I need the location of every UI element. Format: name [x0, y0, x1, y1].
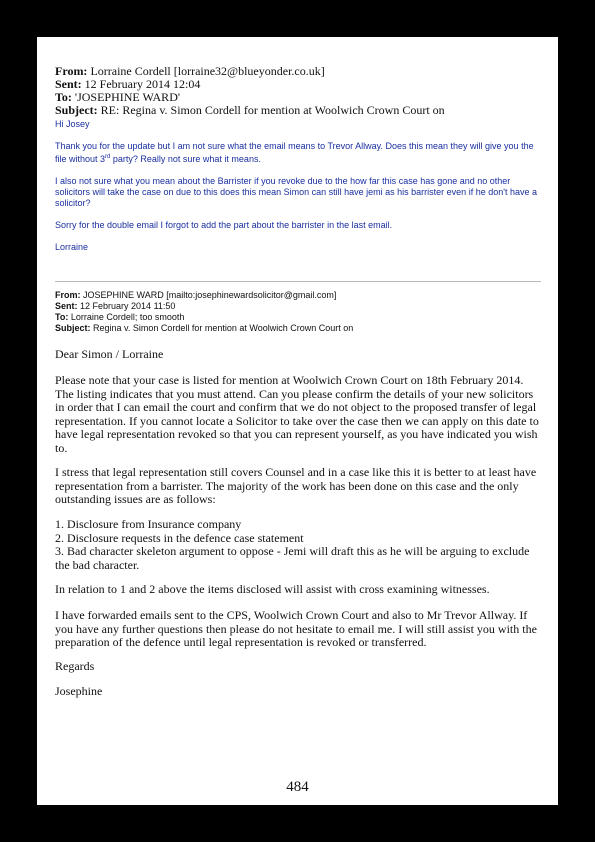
subject-line: Subject: Regina v. Simon Cordell for mention at Woolwich Crown Court on	[55, 323, 354, 333]
body-paragraph-2: I stress that legal representation still covers Counsel and in a case like this it is better to at least have representation from a barrister. The majority of the work has been done on this case and the only outstanding issues are as follows:	[55, 465, 537, 506]
reply-signoff: Lorraine	[55, 242, 89, 252]
email-header-original	[55, 290, 543, 334]
sent-line: Sent: 12 February 2014 12:04	[55, 77, 201, 91]
signature: Josephine	[55, 684, 103, 698]
to-line: To: Lorraine Cordell; too smooth	[55, 312, 185, 322]
sent-value: 12 February 2014 12:04	[84, 77, 201, 91]
from-value: JOSEPHINE WARD [mailto:josephinewardsolicitor@gmail.com]	[83, 290, 337, 300]
page-number: 484	[286, 779, 309, 795]
from-line: From: Lorraine Cordell [lorraine32@blueyonder.co.uk]	[55, 64, 325, 78]
reply-paragraph-1: Thank you for the update but I am not sure what the email means to Trevor Allway. Does this mean they will give you the file without 3rd party? Really not sure what it means.	[55, 141, 534, 164]
list-item: 2. Disclosure requests in the defence case statement	[55, 530, 304, 545]
sent-line: Sent: 12 February 2014 11:50	[55, 301, 176, 311]
to-value: 'JOSEPHINE WARD'	[74, 90, 181, 104]
document-page	[37, 37, 558, 805]
sent-value: 12 February 2014 11:50	[80, 301, 176, 311]
from-line: From: JOSEPHINE WARD [mailto:josephinewardsolicitor@gmail.com]	[55, 290, 337, 300]
reply-greeting: Hi Josey	[55, 119, 90, 129]
reply-paragraph-2: I also not sure what you mean about the Barrister if you revoke due to the how far this case has gone and no other solicitors will take the case on due to this does this mean Simon can still have jemi as his barrister even if he don't have a solicitor?	[55, 176, 537, 208]
to-value: Lorraine Cordell; too smooth	[70, 312, 185, 322]
subject-value: RE: Regina v. Simon Cordell for mention at Woolwich Crown Court on	[100, 103, 445, 117]
divider	[55, 281, 541, 282]
subject-value: Regina v. Simon Cordell for mention at Woolwich Crown Court on	[93, 323, 354, 333]
email-header-reply	[55, 65, 543, 117]
body-paragraph-4: I have forwarded emails sent to the CPS, Woolwich Crown Court and also to Mr Trevor Allway. If you have any further questions then please do not hesitate to email me. I will still assist you with the preparation of the defence until legal representation is revoked or transferred.	[55, 608, 537, 649]
from-value: Lorraine Cordell [lorraine32@blueyonder.co.uk]	[90, 64, 325, 78]
subject-line: Subject: RE: Regina v. Simon Cordell for mention at Woolwich Crown Court on	[55, 103, 445, 117]
list-item: 1. Disclosure from Insurance company	[55, 517, 242, 531]
issues-list	[55, 518, 543, 572]
reply-paragraph-3: Sorry for the double email I forgot to add the part about the barrister in the last email.	[55, 220, 393, 230]
regards: Regards	[55, 659, 95, 673]
to-line: To: 'JOSEPHINE WARD'	[55, 90, 181, 104]
salutation: Dear Simon / Lorraine	[55, 347, 164, 361]
list-item: 3. Bad character skeleton argument to oppose - Jemi will draft this as he will be arguing to exclude the bad character.	[55, 544, 530, 572]
body-paragraph-1: Please note that your case is listed for mention at Woolwich Crown Court on 18th February 2014. The listing indicates that you must attend. Can you please confirm the details of your new solicitors in order that I can email the court and confirm that we do not object to the proposed transfer of legal representation. If you cannot locate a Solicitor to take over the case then we can apply on this date to have legal representation revoked so that you can represent yourself, as you have indicated you wish to.	[55, 373, 539, 455]
body-paragraph-3: In relation to 1 and 2 above the items disclosed will assist with cross examining witnesses.	[55, 582, 490, 596]
